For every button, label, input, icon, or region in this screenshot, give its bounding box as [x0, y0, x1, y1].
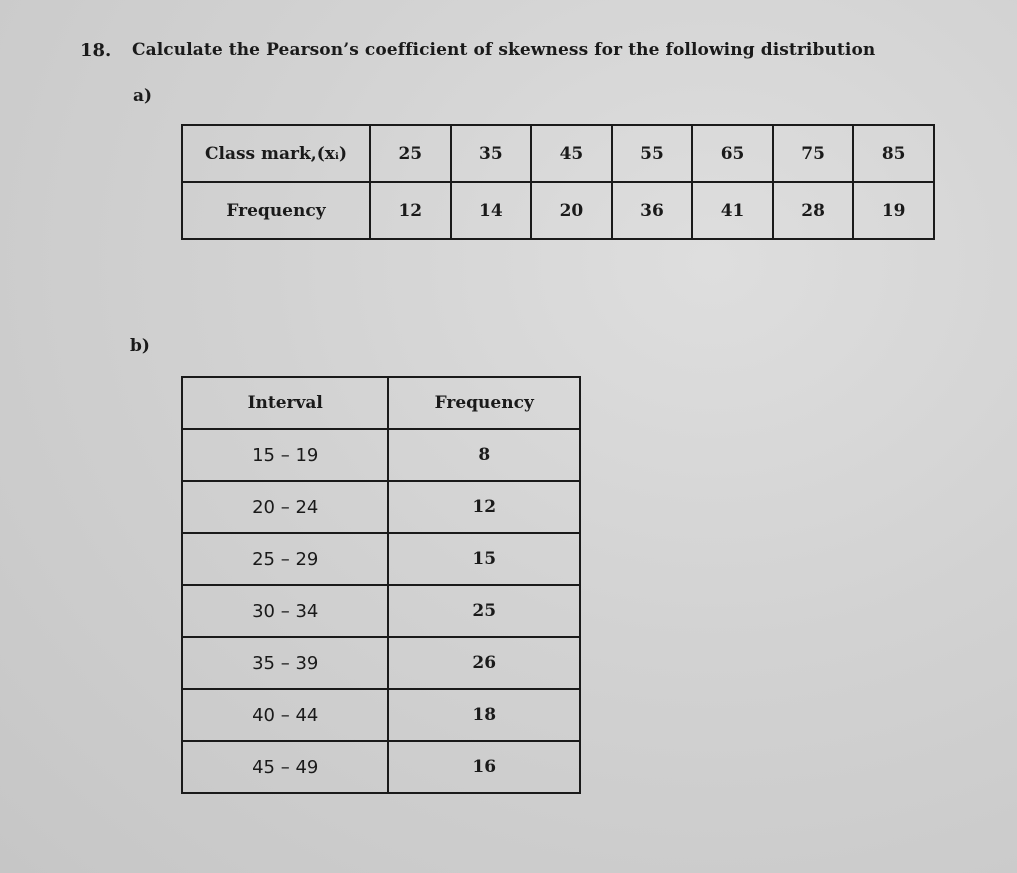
table-cell: 25: [370, 125, 451, 182]
row-label-class-mark: Class mark,(xᵢ): [182, 125, 370, 182]
frequency-cell: 18: [388, 689, 580, 741]
table-cell: 19: [853, 182, 934, 239]
table-row: [182, 637, 580, 689]
question-text: Calculate the Pearson’s coefficient of skewness for the following distribution: [132, 40, 876, 60]
class-mark-frequency-table: [181, 124, 935, 240]
table-cell: 45: [531, 125, 612, 182]
part-a-label: a): [133, 86, 153, 106]
interval-frequency-table: [181, 376, 581, 794]
table-row: [182, 741, 580, 793]
header-frequency: Frequency: [388, 377, 580, 429]
frequency-cell: 8: [388, 429, 580, 481]
table-row: [182, 182, 934, 239]
table-cell: 28: [773, 182, 854, 239]
table-cell: 75: [773, 125, 854, 182]
table-row: [182, 689, 580, 741]
table-cell: 35: [451, 125, 532, 182]
interval-cell: 15 – 19: [182, 429, 388, 481]
frequency-cell: 15: [388, 533, 580, 585]
frequency-cell: 26: [388, 637, 580, 689]
table-cell: 55: [612, 125, 693, 182]
table-row: [182, 533, 580, 585]
table-row: [182, 481, 580, 533]
table-cell: 36: [612, 182, 693, 239]
table-cell: 14: [451, 182, 532, 239]
interval-cell: 25 – 29: [182, 533, 388, 585]
table-row: [182, 125, 934, 182]
interval-cell: 20 – 24: [182, 481, 388, 533]
table-row: [182, 585, 580, 637]
table-cell: 41: [692, 182, 773, 239]
question-number: 18.: [80, 40, 112, 61]
interval-cell: 35 – 39: [182, 637, 388, 689]
header-interval: Interval: [182, 377, 388, 429]
interval-cell: 40 – 44: [182, 689, 388, 741]
part-b-label: b): [130, 336, 150, 356]
table-cell: 85: [853, 125, 934, 182]
table-row: [182, 429, 580, 481]
row-label-frequency: Frequency: [182, 182, 370, 239]
table-cell: 65: [692, 125, 773, 182]
frequency-cell: 25: [388, 585, 580, 637]
table-header-row: [182, 377, 580, 429]
frequency-cell: 16: [388, 741, 580, 793]
interval-cell: 30 – 34: [182, 585, 388, 637]
interval-cell: 45 – 49: [182, 741, 388, 793]
frequency-cell: 12: [388, 481, 580, 533]
table-cell: 20: [531, 182, 612, 239]
table-cell: 12: [370, 182, 451, 239]
